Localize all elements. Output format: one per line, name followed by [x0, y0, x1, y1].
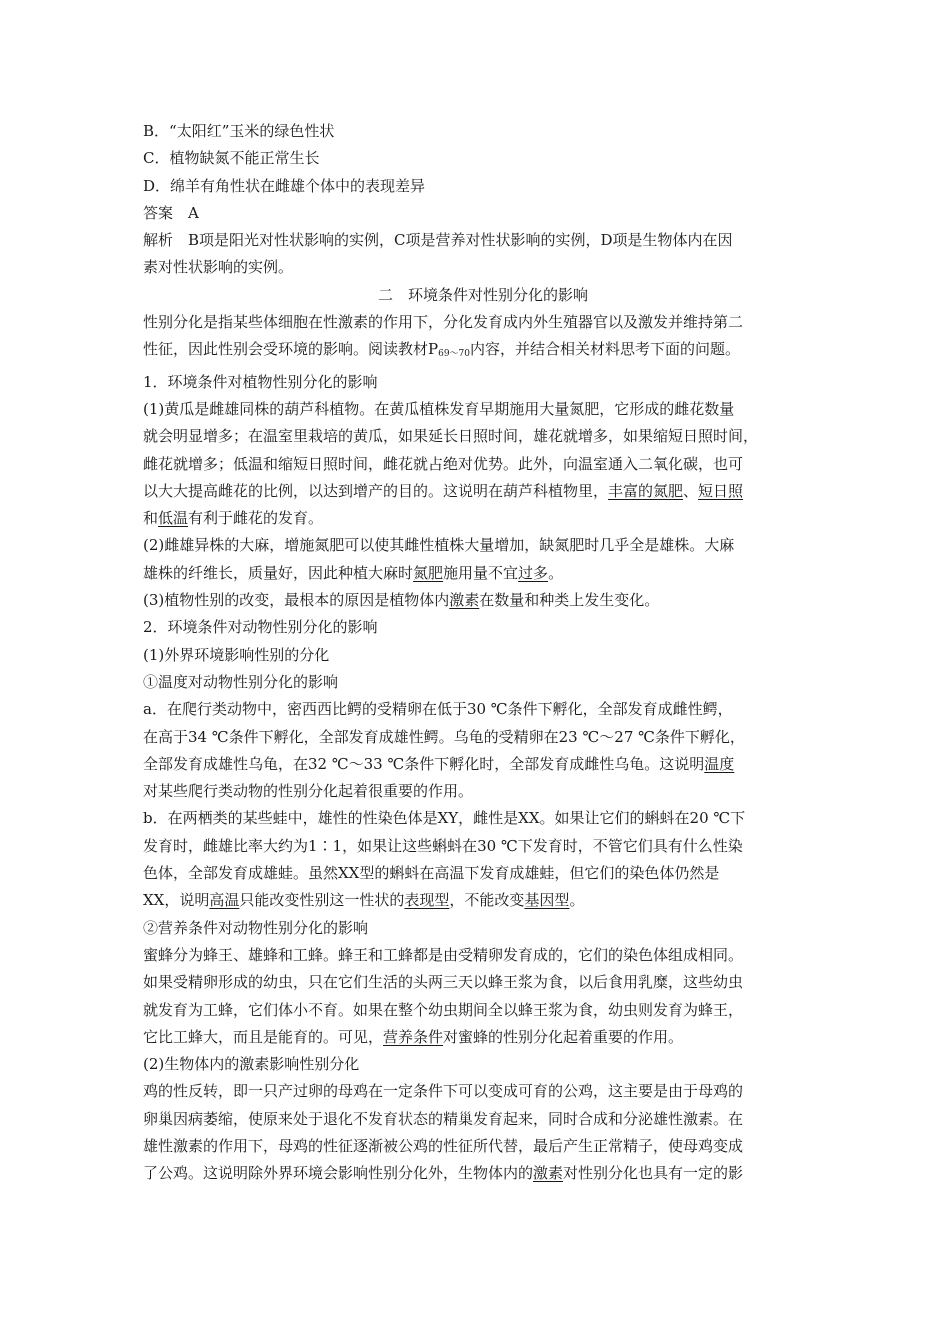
- hemp-line-2: 雄株的纤维长，质量好，因此种植大麻时氮肥施用量不宜过多。: [143, 563, 564, 582]
- answer: 答案 A: [143, 203, 199, 222]
- answer-blank: 氮肥: [413, 563, 444, 582]
- heading-temperature: ①温度对动物性别分化的影响: [143, 672, 339, 691]
- answer-blank: 激素: [449, 591, 480, 610]
- answer-blank: 短日照: [698, 481, 744, 500]
- answer-blank: 低温: [158, 509, 189, 528]
- reptile-line-2: 在高于34 ℃条件下孵化，全部发育成雄性鳄。乌龟的受精卵在23 ℃～27 ℃条件下孵化，: [143, 727, 745, 746]
- cucumber-line-2: 就会明显增多；在温室里栽培的黄瓜，如果延长日照时间，雄花就增多，如果缩短日照时间，: [143, 427, 759, 446]
- frog-line-4: XX，说明高温只能改变性别这一性状的表现型，不能改变基因型。: [143, 891, 585, 910]
- heading-internal-hormone: (2)生物体内的激素影响性别分化: [143, 1055, 360, 1074]
- intro-line-1: 性别分化是指某些体细胞在性激素的作用下，分化发育成内外生殖器官以及激发并维持第二: [143, 313, 744, 332]
- chicken-line-3: 雄性激素的作用下，母鸡的性征逐渐被公鸡的性征所代替，最后产生正常精子，使母鸡变成: [143, 1136, 744, 1155]
- heading-nutrition: ②营养条件对动物性别分化的影响: [143, 918, 369, 937]
- heading-animal: 2．环境条件对动物性别分化的影响: [143, 618, 378, 637]
- answer-blank: 基因型: [524, 891, 570, 910]
- section-title: 二 环境条件对性别分化的影响: [377, 285, 588, 304]
- bee-line-2: 如果受精卵形成的幼虫，只在它们生活的头两三天以蜂王浆为食，以后食用乳糜，这些幼虫: [143, 973, 744, 992]
- bee-line-3: 就发育为工蜂，它们体小不育。如果在整个幼虫期间全以蜂王浆为食，幼虫则发育为蜂王，: [143, 1000, 744, 1019]
- document-page: [143, 118, 823, 1188]
- chicken-line-4: 了公鸡。这说明除外界环境会影响性别分化外，生物体内的激素对性别分化也具有一定的影: [143, 1164, 744, 1183]
- cucumber-line-5: 和低温有利于雌花的发育。: [143, 509, 324, 528]
- option-b: B．“太阳红”玉米的绿色性状: [143, 122, 335, 140]
- answer-blank: 激素: [533, 1164, 564, 1183]
- reptile-line-4: 对某些爬行类动物的性别分化起着很重要的作用。: [143, 782, 474, 801]
- bee-line-1: 蜜蜂分为蜂王、雄蜂和工蜂。蜂王和工蜂都是由受精卵发育成的，它们的染色体组成相同。: [143, 945, 744, 964]
- reptile-line-3: 全部发育成雄性乌龟，在32 ℃～33 ℃条件下孵化时，全部发育成雌性乌龟。这说明温度: [143, 754, 735, 773]
- answer-blank: 高温: [209, 891, 240, 910]
- cucumber-line-4: 以大大提高雌花的比例，以达到增产的目的。这说明在葫芦科植物里，丰富的氮肥、短日照: [143, 481, 744, 500]
- frog-line-1: b．在两栖类的某些蛙中，雄性的性染色体是XY，雌性是XX。如果让它们的蝌蚪在20 ℃下: [143, 809, 746, 828]
- answer-blank: 营养条件: [383, 1027, 444, 1046]
- frog-line-2: 发育时，雌雄比率大约为1∶1，如果让这些蝌蚪在30 ℃下发育时，不管它们具有什么性染: [143, 836, 743, 855]
- chicken-line-1: 鸡的性反转，即一只产过卵的母鸡在一定条件下可以变成可育的公鸡，这主要是由于母鸡的: [143, 1082, 744, 1101]
- reptile-line-1: a．在爬行类动物中，密西西比鳄的受精卵在低于30 ℃条件下孵化，全部发育成雌性鳄，: [143, 700, 733, 719]
- answer-blank: 丰富的氮肥: [608, 481, 684, 500]
- page-range-subscript: 69～70: [438, 349, 471, 360]
- intro-line-2: 性征，因此性别会受环境的影响。阅读教材$P_{69\sim 70}$内容，并结合相关材料思考下面的问题。: [143, 340, 741, 360]
- answer-blank: 温度: [704, 754, 735, 773]
- hemp-line-1: (2)雌雄异株的大麻，增施氮肥可以使其雌性植株大量增加，缺氮肥时几乎全是雄株。大麻: [143, 536, 735, 555]
- heading-external-environment: (1)外界环境影响性别的分化: [143, 645, 330, 664]
- analysis-line-2: 素对性状影响的实例。: [143, 258, 294, 277]
- plant-hormone-line: (3)植物性别的改变，最根本的原因是植物体内激素在数量和种类上发生变化。: [143, 591, 660, 610]
- frog-line-3: 色体，全部发育成雄蛙。虽然XX型的蝌蚪在高温下发育成雄蛙，但它们的染色体仍然是: [143, 864, 720, 883]
- cucumber-line-3: 雌花就增多；低温和缩短日照时间，雌花就占绝对优势。此外，向温室通入二氧化碳，也可: [143, 454, 744, 473]
- option-c: C．植物缺氮不能正常生长: [143, 149, 320, 168]
- option-d: D．绵羊有角性状在雌雄个体中的表现差异: [143, 176, 426, 195]
- chicken-line-2: 卵巢因病萎缩，使原来处于退化不发育状态的精巢发育起来，同时合成和分泌雄性激素。在: [143, 1109, 744, 1128]
- answer-blank: 过多: [518, 563, 549, 582]
- heading-plant: 1．环境条件对植物性别分化的影响: [143, 372, 378, 391]
- analysis-line-1: 解析 B项是阳光对性状影响的实例，C项是营养对性状影响的实例，D项是生物体内在因: [143, 231, 733, 250]
- bee-line-4: 它比工蜂大，而且是能育的。可见，营养条件对蜜蜂的性别分化起着重要的作用。: [143, 1027, 684, 1046]
- cucumber-line-1: (1)黄瓜是雌雄同株的葫芦科植物。在黄瓜植株发育早期施用大量氮肥，它形成的雌花数量: [143, 399, 735, 418]
- answer-blank: 表现型: [404, 891, 450, 910]
